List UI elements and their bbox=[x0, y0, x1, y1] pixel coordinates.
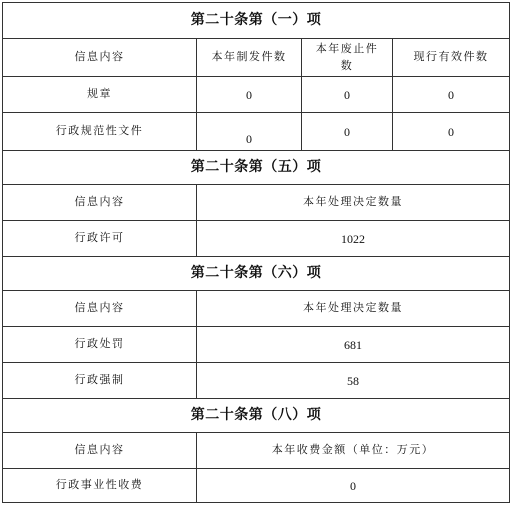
section-title-row bbox=[2, 257, 510, 291]
disclosure-table bbox=[2, 2, 510, 503]
section-title: 第二十条第（一）项 bbox=[190, 12, 322, 28]
section-title-row bbox=[2, 399, 510, 433]
header-info-content: 信息内容 bbox=[74, 443, 125, 457]
header-row bbox=[2, 291, 510, 327]
table-row bbox=[2, 113, 510, 151]
header-info-content: 信息内容 bbox=[74, 50, 125, 64]
header-decision-count: 本年处理决定数量 bbox=[196, 185, 509, 220]
row-value: 0 bbox=[301, 113, 392, 150]
row-value: 0 bbox=[392, 113, 509, 150]
header-decision-count: 本年处理决定数量 bbox=[196, 291, 509, 326]
row-value: 58 bbox=[196, 363, 509, 398]
table-row bbox=[2, 469, 510, 503]
section-title-row bbox=[2, 151, 510, 185]
header-row bbox=[2, 433, 510, 469]
header-row bbox=[2, 185, 510, 221]
header-valid-count: 现行有效件数 bbox=[392, 39, 509, 76]
row-label: 行政许可 bbox=[74, 231, 125, 245]
section-title: 第二十条第（五）项 bbox=[190, 159, 322, 175]
row-value: 0 bbox=[392, 77, 509, 112]
row-value: 0 bbox=[301, 77, 392, 112]
table-row bbox=[2, 77, 510, 113]
section-title-row bbox=[2, 2, 510, 39]
row-value: 0 bbox=[196, 113, 301, 150]
row-value: 1022 bbox=[196, 221, 509, 256]
row-value: 0 bbox=[196, 77, 301, 112]
section-title: 第二十条第（八）项 bbox=[190, 407, 322, 423]
row-label: 行政事业性收费 bbox=[55, 478, 144, 492]
header-info-content: 信息内容 bbox=[74, 195, 125, 209]
header-repealed-count: 本年废止件数 bbox=[301, 39, 392, 76]
row-label: 行政处罚 bbox=[74, 337, 125, 351]
row-label: 行政强制 bbox=[74, 373, 125, 387]
row-label: 行政规范性文件 bbox=[55, 124, 144, 138]
table-row bbox=[2, 221, 510, 257]
table-row bbox=[2, 363, 510, 399]
header-info-content: 信息内容 bbox=[74, 301, 125, 315]
header-issued-count: 本年制发件数 bbox=[196, 39, 301, 76]
row-value: 0 bbox=[196, 469, 509, 502]
table-row bbox=[2, 327, 510, 363]
row-label: 规章 bbox=[87, 87, 112, 101]
row-value: 681 bbox=[196, 327, 509, 362]
section-title: 第二十条第（六）项 bbox=[190, 265, 322, 281]
header-row bbox=[2, 39, 510, 77]
header-fee-amount: 本年收费金额（单位：万元） bbox=[196, 433, 509, 468]
